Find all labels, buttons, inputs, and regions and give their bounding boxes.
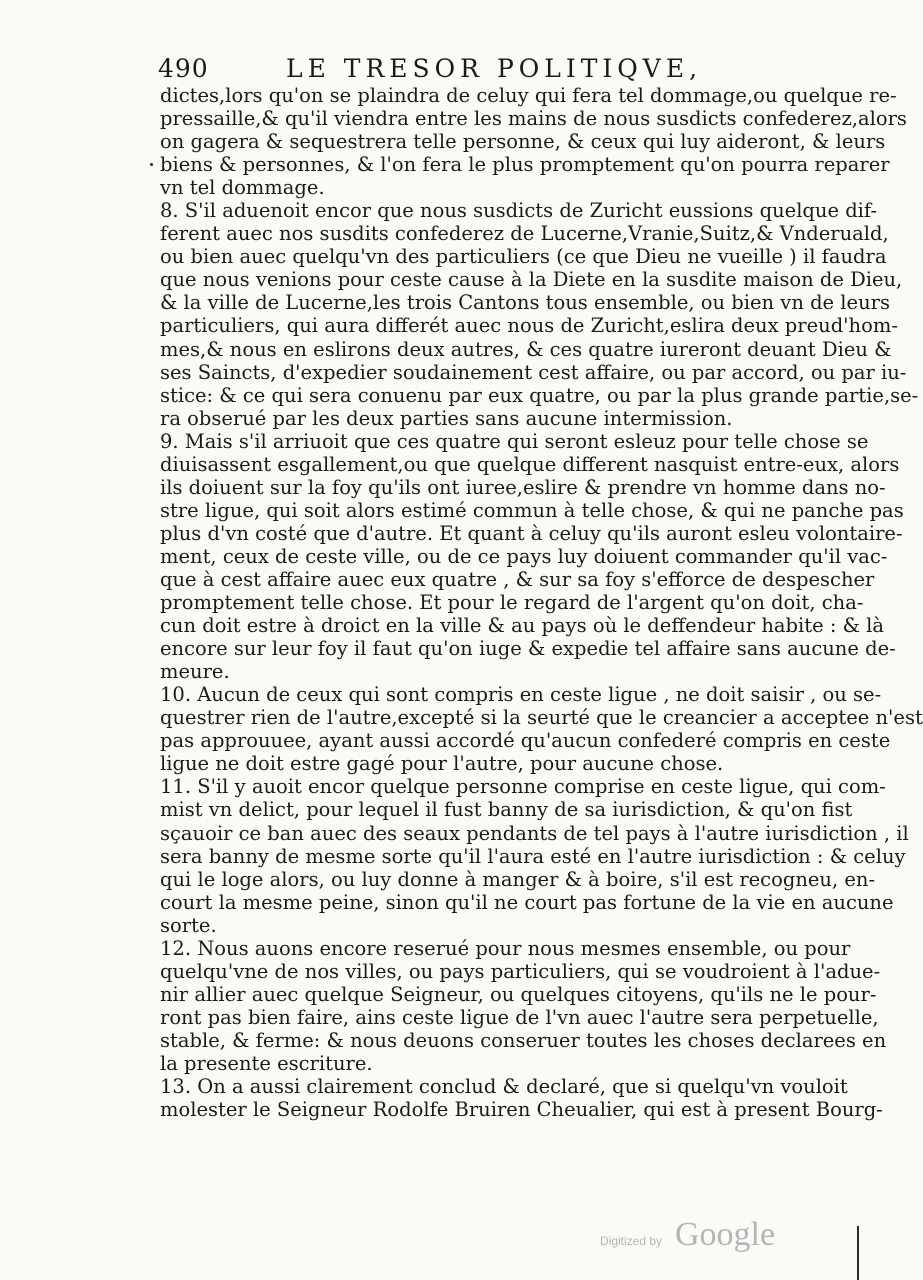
text-line: stable, & ferme: & nous deuons conseruer toutes les choses declarees en: [160, 1028, 887, 1052]
text-line: questrer rien de l'autre,excepté si la seurté que le creancier a acceptee n'est: [160, 706, 923, 730]
text-line: 8. S'il aduenoit encor que nous susdicts de Zuricht eussions quelque dif-: [160, 199, 878, 223]
text-line: stice: & ce qui sera conuenu par eux quatre, ou par la plus grande partie,se-: [160, 383, 919, 407]
text-line: 12. Nous auons encore reserué pour nous mesmes ensemble, ou pour: [160, 936, 851, 960]
margin-mark: [150, 163, 153, 166]
text-line: on gagera & sequestrera telle personne, & ceux qui luy aideront, & leurs: [160, 130, 886, 154]
text-line: nir allier auec quelque Seigneur, ou quelques citoyens, qu'ils ne le pour-: [160, 982, 877, 1006]
watermark-small-text: Digitized by: [600, 1234, 663, 1248]
body-text: [160, 84, 923, 1122]
text-line: ront pas bien faire, ains ceste ligue de l'vn auec l'autre sera perpetuelle,: [160, 1005, 879, 1029]
text-line: plus d'vn costé que d'autre. Et quant à celuy qu'ils auront esleu volontaire-: [160, 521, 903, 545]
page-number: 490: [158, 54, 209, 83]
text-line: ment, ceux de ceste ville, ou de ce pays luy doiuent commander qu'il vac-: [160, 544, 888, 568]
text-line: sçauoir ce ban auec des seaux pendants de tel pays à l'autre iurisdiction , il: [160, 821, 909, 845]
running-title: LE TRESOR POLITIQVE,: [286, 54, 703, 83]
text-line: quelqu'vne de nos villes, ou pays particuliers, qui se voudroient à l'adue-: [160, 959, 881, 983]
text-line: court la mesme peine, sinon qu'il ne court pas fortune de la vie en aucune: [160, 890, 894, 914]
text-line: 11. S'il y auoit encor quelque personne comprise en ceste ligue, qui com-: [160, 775, 886, 799]
page-header: [158, 50, 798, 86]
text-line: meure.: [160, 660, 230, 684]
text-line: particuliers, qui aura differét auec nous de Zuricht,eslira deux preud'hom-: [160, 314, 898, 338]
text-line: la presente escriture.: [160, 1051, 373, 1075]
text-line: mes,& nous en eslirons deux autres, & ces quatre iureront deuant Dieu &: [160, 337, 892, 361]
page-edge-mark: [857, 1226, 859, 1280]
text-line: pressaille,& qu'il viendra entre les mains de nous susdicts confederez,alors: [160, 107, 907, 131]
text-line: mist vn delict, pour lequel il fust banny de sa iurisdiction, & qu'on fist: [160, 798, 853, 822]
text-line: ils doiuent sur la foy qu'ils ont iuree,eslire & prendre vn homme dans no-: [160, 475, 886, 499]
text-line: biens & personnes, & l'on fera le plus promptement qu'on pourra reparer: [160, 153, 890, 177]
text-line: cun doit estre à droict en la ville & au pays où le deffendeur habite : & là: [160, 614, 885, 638]
text-line: stre ligue, qui soit alors estimé commun à telle chose, & qui ne panche pas: [160, 498, 904, 522]
text-line: & la ville de Lucerne,les trois Cantons tous ensemble, ou bien vn de leurs: [160, 291, 890, 315]
text-line: dictes,lors qu'on se plaindra de celuy qui fera tel dommage,ou quelque re-: [160, 84, 897, 107]
text-line: ses Saincts, d'expedier soudainement cest affaire, ou par accord, ou par iu-: [160, 360, 907, 384]
text-line: 9. Mais s'il arriuoit que ces quatre qui seront esleuz pour telle chose se: [160, 429, 869, 453]
text-line: qui le loge alors, ou luy donne à manger & à boire, s'il est recogneu, en-: [160, 867, 876, 891]
text-line: 10. Aucun de ceux qui sont compris en ceste ligue , ne doit saisir , ou se-: [160, 683, 882, 707]
text-line: ou bien auec quelqu'vn des particuliers (ce que Dieu ne vueille ) il faudra: [160, 245, 887, 269]
watermark-google-logo: Google: [675, 1216, 776, 1253]
text-line: 13. On a aussi clairement conclud & declaré, que si quelqu'vn vouloit: [160, 1075, 848, 1099]
digitized-by-google-watermark: [600, 1216, 790, 1256]
text-line: encore sur leur foy il faut qu'on iuge & expedie tel affaire sans aucune de-: [160, 637, 896, 661]
text-line: ferent auec nos susdits confederez de Lucerne,Vranie,Suitz,& Vnderuald,: [160, 222, 889, 246]
text-line: ligue ne doit estre gagé pour l'autre, pour aucune chose.: [160, 752, 724, 776]
text-line: pas approuuee, ayant aussi accordé qu'aucun confederé compris en ceste: [160, 729, 891, 753]
text-line: diuisassent esgallement,ou que quelque different nasquist entre-eux, alors: [160, 452, 900, 476]
text-line: promptement telle chose. Et pour le regard de l'argent qu'on doit, cha-: [160, 591, 864, 615]
text-line: sera banny de mesme sorte qu'il l'aura esté en l'autre iurisdiction : & celuy: [160, 844, 906, 868]
text-line: molester le Seigneur Rodolfe Bruiren Cheualier, qui est à present Bourg-: [160, 1098, 883, 1122]
text-line: que nous venions pour ceste cause à la Diete en la susdite maison de Dieu,: [160, 268, 903, 292]
text-line: ra obserué par les deux parties sans aucune intermission.: [160, 406, 733, 430]
text-line: sorte.: [160, 913, 217, 937]
text-line: vn tel dommage.: [160, 176, 325, 200]
text-line: que à cest affaire auec eux quatre , & sur sa foy s'efforce de despescher: [160, 567, 875, 591]
